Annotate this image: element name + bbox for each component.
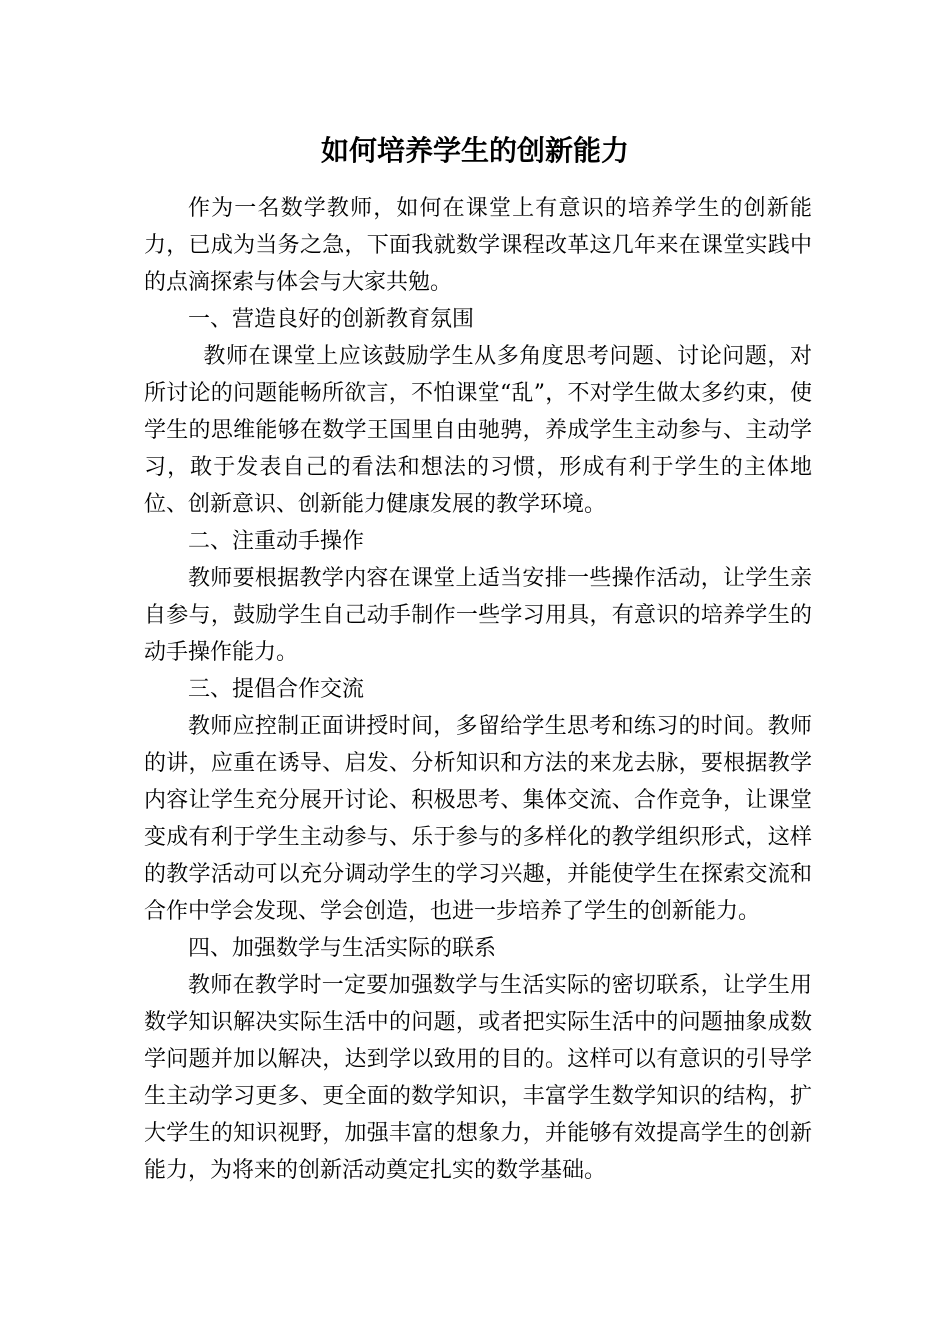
section-paragraph-1: 教师在课堂上应该鼓励学生从多角度思考问题、讨论问题，对所讨论的问题能畅所欲言，不怕课堂“乱”，不对学生做太多约束，使学生的思维能够在数学王国里自由驰骋，养成学生主动参与、主动学习，敢于发表自己的看法和想法的习惯，形成有利于学生的主体地位、创新意识、创新能力健康发展的教学环境。 [144,344,812,517]
section-heading-4: 四、加强数学与生活实际的联系 [188,936,497,961]
section-paragraph-4: 教师在教学时一定要加强数学与生活实际的密切联系，让学生用数学知识解决实际生活中的问题，或者把实际生活中的问题抽象成数学问题并加以解决，达到学以致用的目的。这样可以有意识的引导学生主动学习更多、更全面的数学知识，丰富学生数学知识的结构，扩大学生的知识视野，加强丰富的想象力，并能够有效提高学生的创新能力，为将来的创新活动奠定扎实的数学基础。 [144,973,812,1183]
document-title: 如何培养学生的创新能力 [320,134,629,167]
section-heading-1: 一、营造良好的创新教育氛围 [188,307,475,332]
document-body [144,190,812,1189]
section-heading-3: 三、提倡合作交流 [188,677,365,702]
section-heading-2: 二、注重动手操作 [188,529,365,554]
section-paragraph-3: 教师应控制正面讲授时间，多留给学生思考和练习的时间。教师的讲，应重在诱导、启发、分析知识和方法的来龙去脉，要根据教学内容让学生充分展开讨论、积极思考、集体交流、合作竞争，让课堂变成有利于学生主动参与、乐于参与的多样化的教学组织形式，这样的教学活动可以充分调动学生的学习兴趣，并能使学生在探索交流和合作中学会发现、学会创造，也进一步培养了学生的创新能力。 [144,714,812,924]
intro-paragraph: 作为一名数学教师，如何在课堂上有意识的培养学生的创新能力，已成为当务之急，下面我就数学课程改革这几年来在课堂实践中的点滴探索与体会与大家共勉。 [144,196,812,295]
section-paragraph-2: 教师要根据教学内容在课堂上适当安排一些操作活动，让学生亲自参与，鼓励学生自己动手制作一些学习用具，有意识的培养学生的动手操作能力。 [144,566,812,665]
